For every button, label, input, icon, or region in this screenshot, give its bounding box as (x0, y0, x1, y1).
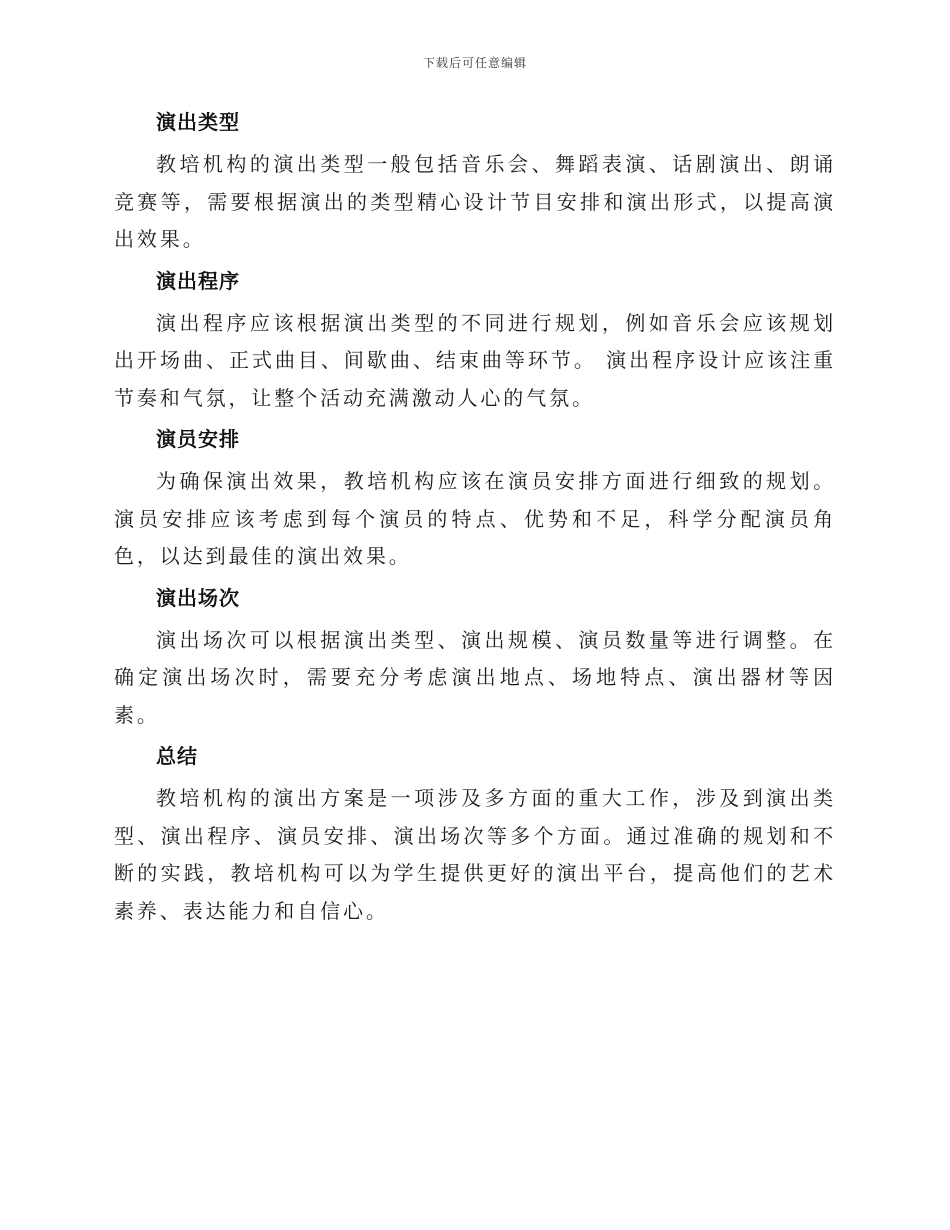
section-cast-arrangement (114, 425, 836, 576)
section-heading: 总结 (156, 744, 198, 768)
section-heading: 演出类型 (156, 110, 240, 134)
section-body: 为确保演出效果，教培机构应该在演员安排方面进行细致的规划。演员安排应该考虑到每个演员的特点、优势和不足，科学分配演员角色，以达到最佳的演出效果。 (114, 469, 836, 568)
section-performance-program (114, 267, 836, 418)
section-heading: 演出程序 (156, 268, 240, 293)
document-content (114, 108, 836, 938)
section-performance-type (114, 108, 836, 259)
section-summary (114, 742, 836, 930)
section-heading: 演员安排 (156, 427, 240, 451)
section-performance-sessions (114, 584, 836, 735)
section-heading: 演出场次 (156, 585, 240, 610)
section-body: 演出场次可以根据演出类型、演出规模、演员数量等进行调整。在确定演出场次时，需要充分考虑演出地点、场地特点、演出器材等因素。 (114, 627, 836, 727)
section-body: 教培机构的演出类型一般包括音乐会、舞蹈表演、话剧演出、朗诵竞赛等，需要根据演出的类型精心设计节目安排和演出形式，以提高演出效果。 (114, 152, 836, 251)
section-body: 教培机构的演出方案是一项涉及多方面的重大工作，涉及到演出类型、演出程序、演员安排、演出场次等多个方面。通过准确的规划和不断的实践，教培机构可以为学生提供更好的演出平台，提高他们的艺术素养、表达能力和自信心。 (114, 786, 836, 923)
section-body: 演出程序应该根据演出类型的不同进行规划，例如音乐会应该规划出开场曲、正式曲目、间歇曲、结束曲等环节。 演出程序设计应该注重节奏和气氛，让整个活动充满激动人心的气氛。 (114, 310, 836, 410)
header-note: 下载后可任意编辑 (422, 56, 527, 70)
